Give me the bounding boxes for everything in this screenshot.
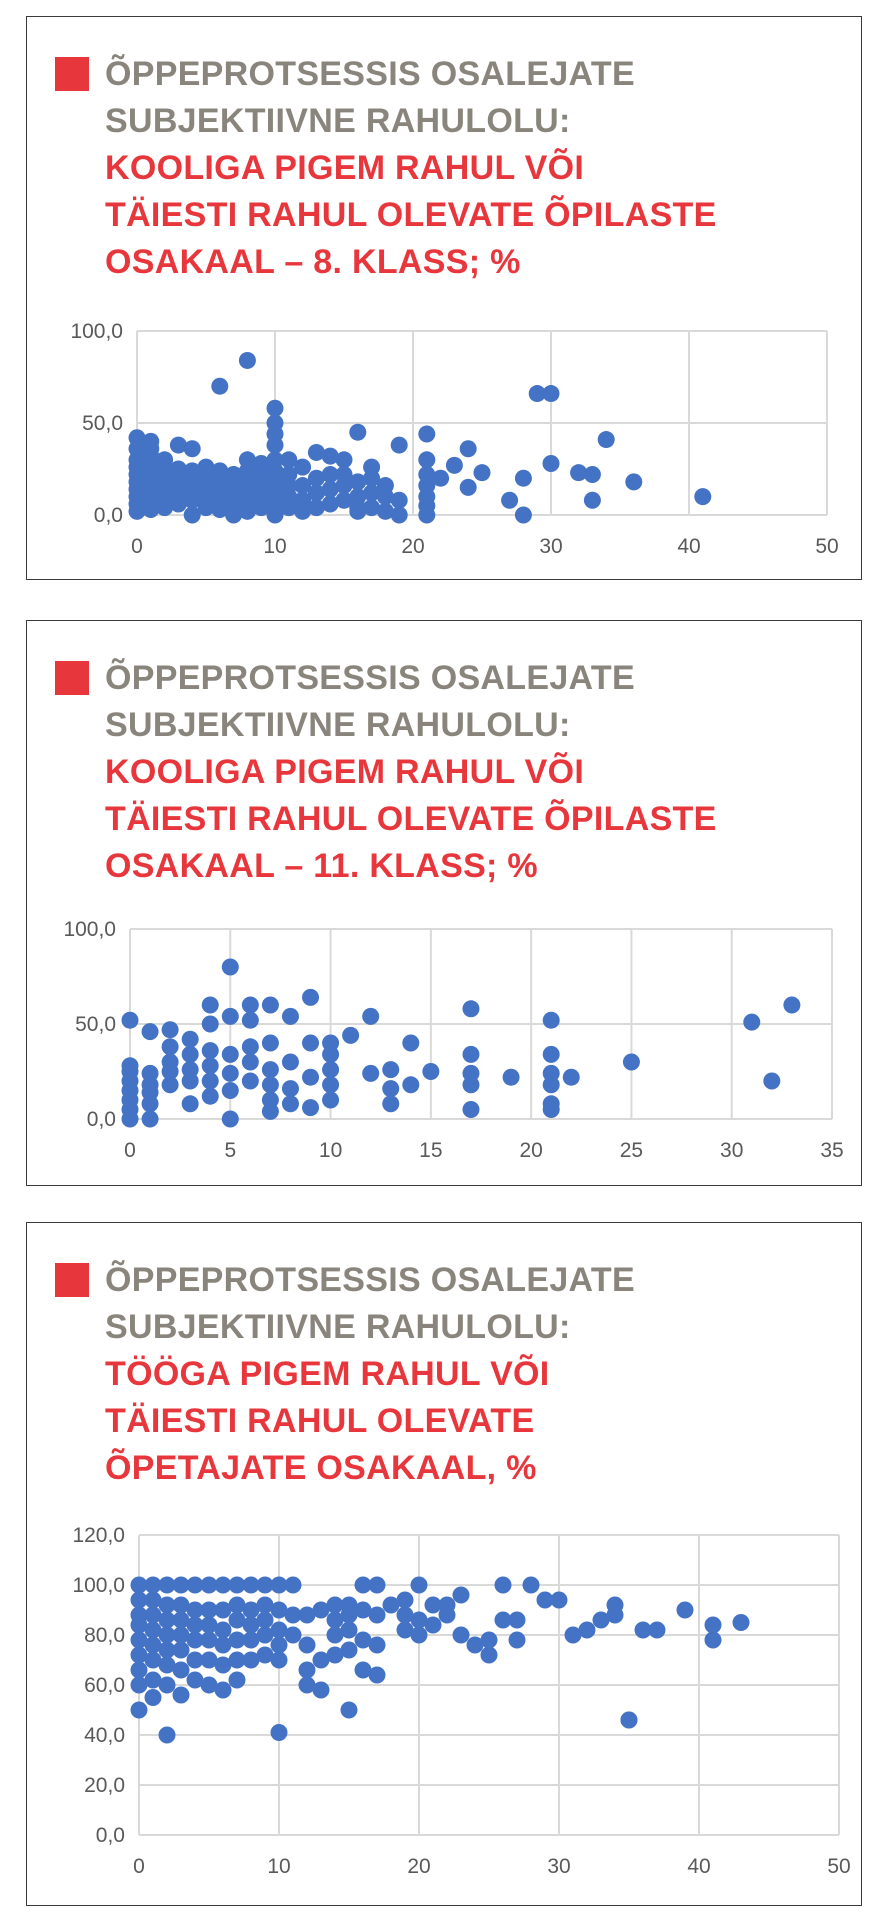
data-point (162, 1054, 179, 1071)
x-tick-label: 0 (131, 535, 143, 558)
data-point (362, 1008, 379, 1025)
data-point (584, 492, 601, 509)
data-point (202, 1057, 219, 1074)
data-point (418, 426, 435, 443)
data-point (705, 1617, 722, 1634)
data-point (584, 466, 601, 483)
data-point (543, 1065, 560, 1082)
data-point (369, 1607, 386, 1624)
data-point (382, 1061, 399, 1078)
data-point (551, 1592, 568, 1609)
data-point (481, 1647, 498, 1664)
data-point (222, 1008, 239, 1025)
data-point (495, 1577, 512, 1594)
x-tick-label: 30 (547, 1855, 571, 1878)
y-tick-label: 0,0 (95, 1824, 125, 1847)
title-line: OSAKAAL – 11. KLASS; % (105, 847, 538, 885)
data-point (625, 473, 642, 490)
data-point (242, 1073, 259, 1090)
data-point (369, 1637, 386, 1654)
x-tick-label: 0 (124, 1139, 136, 1162)
data-series (122, 959, 801, 1128)
title-line: OSAKAAL – 8. KLASS; % (105, 243, 521, 281)
data-point (453, 1587, 470, 1604)
data-point (322, 1092, 339, 1109)
data-point (503, 1069, 520, 1086)
x-tick-label: 50 (815, 535, 839, 558)
x-tick-label: 20 (401, 535, 425, 558)
data-point (543, 1095, 560, 1112)
x-tick-label: 20 (407, 1855, 431, 1878)
title-line: TÖÖGA PIGEM RAHUL VÕI (105, 1355, 550, 1393)
data-point (349, 424, 366, 441)
data-point (142, 1111, 159, 1128)
data-point (242, 1012, 259, 1029)
y-tick-label: 80,0 (84, 1624, 125, 1647)
data-point (446, 457, 463, 474)
data-point (705, 1632, 722, 1649)
data-point (262, 1061, 279, 1078)
data-point (262, 1076, 279, 1093)
data-point (515, 507, 532, 524)
data-point (145, 1689, 162, 1706)
x-tick-label: 30 (539, 535, 563, 558)
data-point (402, 1035, 419, 1052)
data-point (523, 1577, 540, 1594)
chart-panel-opetajad (26, 1222, 862, 1906)
y-tick-label: 60,0 (84, 1674, 125, 1697)
data-point (159, 1677, 176, 1694)
data-point (322, 1035, 339, 1052)
chart-title (105, 51, 717, 286)
data-point (543, 1046, 560, 1063)
data-series (131, 1577, 750, 1744)
data-point (262, 1092, 279, 1109)
data-point (267, 415, 284, 432)
chart-title (105, 1257, 635, 1492)
data-point (462, 1000, 479, 1017)
data-point (336, 451, 353, 468)
data-point (202, 1016, 219, 1033)
data-point (242, 1054, 259, 1071)
x-tick-label: 15 (419, 1139, 443, 1162)
data-point (285, 1627, 302, 1644)
data-point (382, 1080, 399, 1097)
data-point (173, 1687, 190, 1704)
data-point (322, 1061, 339, 1078)
title-line: SUBJEKTIIVNE RAHULOLU: (105, 1308, 571, 1346)
data-point (142, 1023, 159, 1040)
data-point (649, 1622, 666, 1639)
title-line: KOOLIGA PIGEM RAHUL VÕI (105, 753, 585, 791)
data-point (460, 440, 477, 457)
data-point (222, 1065, 239, 1082)
data-point (362, 1065, 379, 1082)
data-point (202, 1073, 219, 1090)
x-tick-label: 10 (267, 1855, 291, 1878)
data-point (369, 1577, 386, 1594)
scatter-plot (27, 287, 863, 581)
data-point (182, 1061, 199, 1078)
chart-panel-8-klass (26, 16, 862, 580)
data-point (418, 451, 435, 468)
title-line: TÄIESTI RAHUL OLEVATE ÕPILASTE (105, 800, 717, 838)
data-point (257, 1612, 274, 1629)
data-point (299, 1637, 316, 1654)
data-point (623, 1054, 640, 1071)
data-point (202, 1088, 219, 1105)
data-point (677, 1602, 694, 1619)
y-tick-label: 100,0 (63, 918, 116, 941)
x-tick-label: 10 (263, 535, 287, 558)
data-point (211, 378, 228, 395)
data-point (474, 464, 491, 481)
data-point (341, 1622, 358, 1639)
data-point (222, 959, 239, 976)
data-point (543, 385, 560, 402)
data-point (377, 477, 394, 494)
data-point (481, 1632, 498, 1649)
red-square-icon (55, 661, 89, 695)
data-point (509, 1612, 526, 1629)
y-tick-label: 20,0 (84, 1774, 125, 1797)
data-point (302, 1035, 319, 1052)
data-point (460, 479, 477, 496)
data-point (182, 1046, 199, 1063)
data-point (694, 488, 711, 505)
data-point (182, 1095, 199, 1112)
red-square-icon (55, 1263, 89, 1297)
data-point (215, 1622, 232, 1639)
x-tick-label: 35 (820, 1139, 844, 1162)
data-point (509, 1632, 526, 1649)
data-point (131, 1662, 148, 1679)
data-point (182, 1031, 199, 1048)
data-point (202, 1042, 219, 1059)
data-point (579, 1622, 596, 1639)
data-point (162, 1038, 179, 1055)
data-point (397, 1592, 414, 1609)
data-point (369, 1667, 386, 1684)
data-point (142, 433, 159, 450)
data-point (222, 1082, 239, 1099)
data-point (294, 459, 311, 476)
title-line: TÄIESTI RAHUL OLEVATE ÕPILASTE (105, 196, 717, 234)
data-point (282, 1054, 299, 1071)
y-tick-label: 100,0 (70, 320, 123, 343)
data-point (267, 400, 284, 417)
data-point (349, 499, 366, 516)
data-point (262, 997, 279, 1014)
data-point (142, 1065, 159, 1082)
data-point (229, 1672, 246, 1689)
title-line: TÄIESTI RAHUL OLEVATE (105, 1402, 535, 1440)
title-line: ÕPETAJATE OSAKAAL, % (105, 1449, 537, 1487)
data-point (743, 1014, 760, 1031)
data-point (202, 997, 219, 1014)
data-point (285, 1577, 302, 1594)
data-point (462, 1065, 479, 1082)
x-tick-label: 40 (687, 1855, 711, 1878)
data-point (607, 1607, 624, 1624)
x-tick-label: 40 (677, 535, 701, 558)
data-point (501, 492, 518, 509)
data-point (422, 1063, 439, 1080)
x-tick-label: 20 (519, 1139, 543, 1162)
scatter-plot (27, 1493, 863, 1905)
data-point (411, 1577, 428, 1594)
title-line: ÕPPEPROTSESSIS OSALEJATE (105, 1261, 635, 1299)
title-line: ÕPPEPROTSESSIS OSALEJATE (105, 659, 635, 697)
data-point (341, 1642, 358, 1659)
data-point (302, 1069, 319, 1086)
data-point (621, 1712, 638, 1729)
data-point (131, 1702, 148, 1719)
data-point (173, 1662, 190, 1679)
y-tick-label: 40,0 (84, 1724, 125, 1747)
data-point (391, 507, 408, 524)
data-point (411, 1627, 428, 1644)
data-point (783, 997, 800, 1014)
x-tick-label: 0 (133, 1855, 145, 1878)
data-point (302, 1099, 319, 1116)
y-tick-label: 50,0 (82, 412, 123, 435)
data-point (242, 1038, 259, 1055)
data-point (543, 1012, 560, 1029)
data-point (122, 1057, 139, 1074)
data-point (299, 1662, 316, 1679)
data-point (215, 1682, 232, 1699)
x-tick-label: 10 (318, 1139, 343, 1162)
data-point (122, 1012, 139, 1029)
chart-panel-11-klass (26, 620, 862, 1186)
data-point (242, 997, 259, 1014)
y-tick-label: 120,0 (72, 1524, 125, 1547)
data-point (302, 989, 319, 1006)
title-line: SUBJEKTIIVNE RAHULOLU: (105, 102, 571, 140)
data-point (271, 1637, 288, 1654)
data-point (222, 1046, 239, 1063)
data-point (262, 1035, 279, 1052)
data-point (515, 470, 532, 487)
red-square-icon (55, 57, 89, 91)
data-point (543, 455, 560, 472)
x-tick-label: 30 (720, 1139, 744, 1162)
data-point (363, 459, 380, 476)
gridlines (139, 1535, 839, 1835)
data-point (733, 1614, 750, 1631)
data-point (453, 1627, 470, 1644)
data-point (184, 440, 201, 457)
data-point (322, 1076, 339, 1093)
data-point (563, 1069, 580, 1086)
title-line: ÕPPEPROTSESSIS OSALEJATE (105, 55, 635, 93)
x-tick-label: 25 (619, 1139, 644, 1162)
data-point (282, 1008, 299, 1025)
scatter-plot (27, 891, 863, 1187)
data-point (162, 1021, 179, 1038)
data-point (271, 1652, 288, 1669)
data-point (462, 1101, 479, 1118)
title-line: KOOLIGA PIGEM RAHUL VÕI (105, 149, 585, 187)
data-point (763, 1073, 780, 1090)
y-tick-label: 50,0 (75, 1013, 116, 1036)
data-point (391, 492, 408, 509)
y-tick-label: 100,0 (72, 1574, 125, 1597)
data-point (598, 431, 615, 448)
data-point (282, 1095, 299, 1112)
data-point (425, 1617, 442, 1634)
x-tick-label: 50 (827, 1855, 851, 1878)
data-point (222, 1111, 239, 1128)
data-point (159, 1727, 176, 1744)
title-line: SUBJEKTIIVNE RAHULOLU: (105, 706, 571, 744)
data-point (402, 1076, 419, 1093)
chart-title (105, 655, 717, 890)
y-tick-label: 0,0 (86, 1108, 116, 1131)
y-tick-label: 0,0 (93, 504, 123, 527)
data-point (391, 437, 408, 454)
data-point (282, 1080, 299, 1097)
data-point (382, 1095, 399, 1112)
data-point (342, 1027, 359, 1044)
data-point (432, 470, 449, 487)
data-series (129, 352, 712, 524)
x-tick-label: 5 (224, 1139, 237, 1162)
data-point (173, 1642, 190, 1659)
data-point (462, 1046, 479, 1063)
data-point (313, 1682, 330, 1699)
data-point (271, 1724, 288, 1741)
data-point (439, 1597, 456, 1614)
data-point (341, 1702, 358, 1719)
data-point (239, 352, 256, 369)
